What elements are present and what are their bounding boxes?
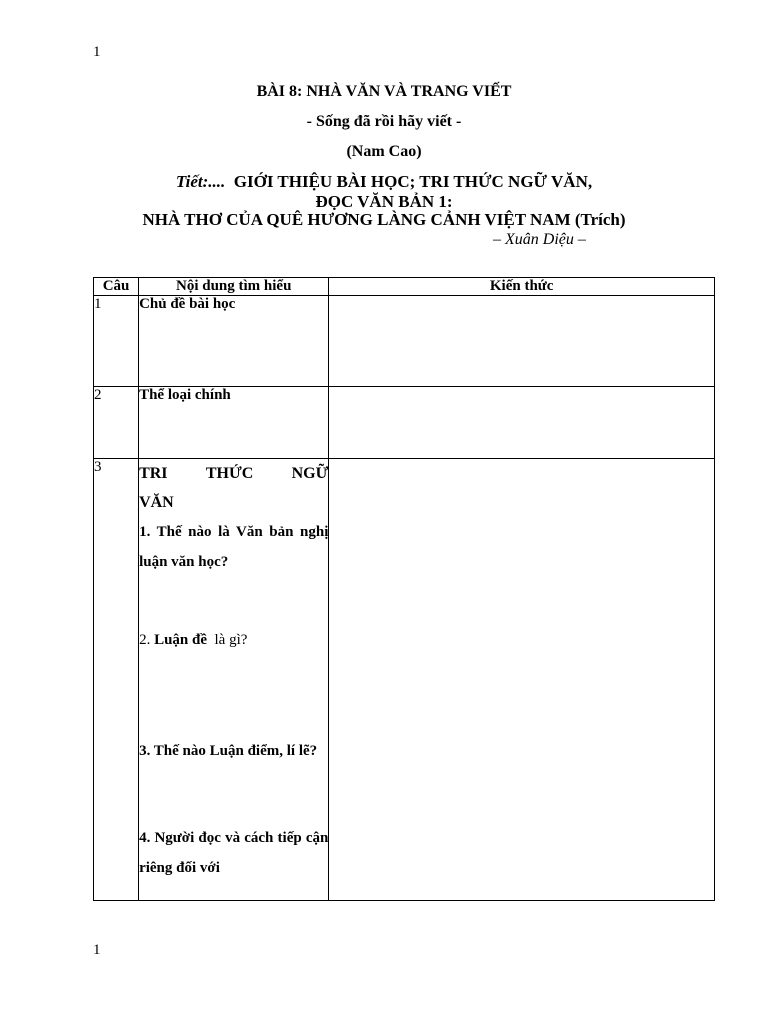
row-number: 1 xyxy=(94,296,139,387)
row-number: 2 xyxy=(94,387,139,459)
question-4: 4. Người đọc và cách tiếp cận riêng đối với xyxy=(139,830,329,876)
header-noi-dung: Nội dung tìm hiểu xyxy=(139,278,329,296)
question-1: 1. Thế nào là Văn bản nghị luận văn học? xyxy=(139,524,329,570)
header-kien-thuc: Kiến thức xyxy=(329,278,715,296)
lesson-heading-line-2: ĐỌC VĂN BẢN 1: xyxy=(315,192,453,211)
lesson-heading-line-3: NHÀ THƠ CỦA QUÊ HƯƠNG LÀNG CẢNH VIỆT NAM (Trích) xyxy=(142,210,626,229)
question-2-rest: là gì? xyxy=(214,632,248,648)
heading-word: NGỮ xyxy=(291,465,329,482)
header-cau: Câu xyxy=(94,278,139,296)
table-header-row xyxy=(94,278,715,296)
answer-cell[interactable] xyxy=(329,459,715,901)
table-row xyxy=(94,459,715,901)
heading-word: THỨC xyxy=(205,465,254,482)
lesson-unit-title: BÀI 8: NHÀ VĂN VÀ TRANG VIẾT xyxy=(256,83,512,100)
answer-cell[interactable] xyxy=(329,387,715,459)
question-2-number: 2. xyxy=(139,632,151,648)
row-topic: Chủ đề bài học xyxy=(139,296,329,387)
page-number-top: 1 xyxy=(93,44,101,60)
worksheet-table xyxy=(93,277,715,901)
unit-motto: - Sống đã rồi hãy viết - xyxy=(306,113,462,130)
motto-author: (Nam Cao) xyxy=(346,143,422,160)
row-topic: Thể loại chính xyxy=(139,387,329,459)
lesson-title-part-1: GIỚI THIỆU BÀI HỌC; TRI THỨC NGỮ VĂN, xyxy=(233,172,593,191)
question-2 xyxy=(139,625,328,655)
table-row xyxy=(94,387,715,459)
question-2-term: Luận đề xyxy=(154,632,208,648)
page-number-bottom: 1 xyxy=(93,942,101,958)
heading-word: TRI xyxy=(139,465,168,482)
heading-word: VĂN xyxy=(139,494,174,511)
knowledge-heading xyxy=(139,459,328,517)
table-row xyxy=(94,296,715,387)
lesson-heading-line-1 xyxy=(0,172,768,192)
lesson-period-label: Tiết:.... xyxy=(175,172,226,191)
question-3: 3. Thế nào Luận điểm, lí lẽ? xyxy=(139,743,318,759)
row-topic xyxy=(139,459,329,901)
poet-name: – Xuân Diệu – xyxy=(493,231,586,248)
row-number: 3 xyxy=(94,459,139,901)
answer-cell[interactable] xyxy=(329,296,715,387)
